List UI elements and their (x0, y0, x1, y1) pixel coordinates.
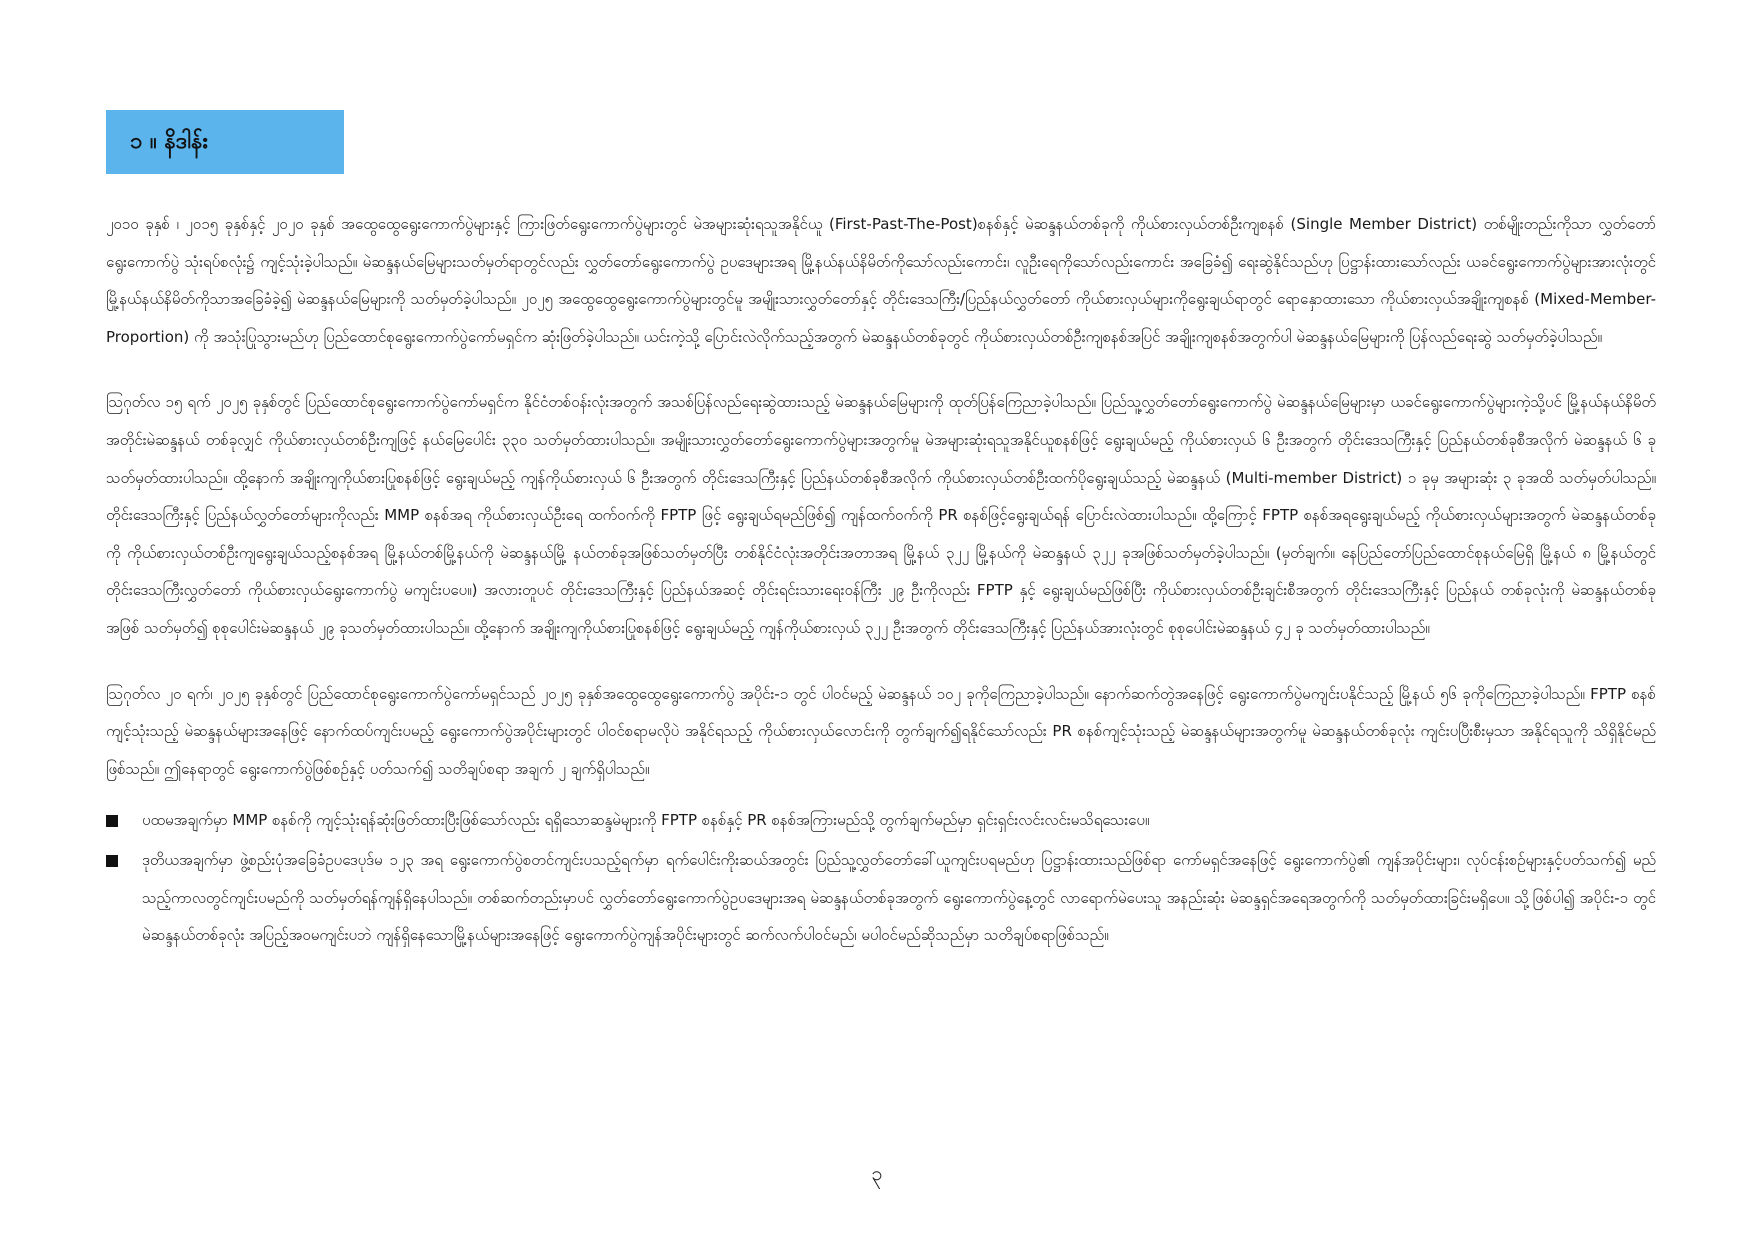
page-number: ၃ (871, 1161, 883, 1185)
section-heading (106, 110, 344, 174)
paragraph-3: ဩဂုတ်လ ၂၀ ရက်၊ ၂၀၂၅ ခုနှစ်တွင် ပြည်ထောင်စုရွေးကောက်ပွဲကော်မရှင်သည် ၂၀၂၅ ခုနှစ်အထွေထွေရွေးကောက်ပွဲ အပိုင်း-၁ တွင် ပါဝင်မည့် မဲဆန္ဒနယ် ၁၀၂ ခုကိုကြေညာခဲ့ပါသည်။ နောက်ဆက်တွဲအနေဖြင့် ရွေးကောက်ပွဲမကျင်းပနိုင်သည့် မြို့နယ် ၅၆ ခုကိုကြေညာခဲ့ပါသည်။ FPTP စနစ်ကျင့်သုံးသည့် မဲဆန္ဒနယ်များအနေဖြင့် နောက်ထပ်ကျင်းပမည့် ရွေးကောက်ပွဲအပိုင်းများတွင် ပါဝင်စရာမလိုပဲ အနိုင်ရသည့် ကိုယ်စားလှယ်လောင်းကို တွက်ချက်၍ရနိုင်သော်လည်း PR စနစ်ကျင့်သုံးသည့် မဲဆန္ဒနယ်များအတွက်မူ မဲဆန္ဒနယ်တစ်ခုလုံး ကျင်းပပြီးစီးမှသာ အနိုင်ရသူကို သိရှိနိုင်မည်ဖြစ်သည်။ ဤနေရာတွင် ရွေးကောက်ပွဲဖြစ်စဉ်နှင့် ပတ်သက်၍ သတိချပ်စရာ အချက် ၂ ချက်ရှိပါသည်။ (106, 684, 1656, 778)
square-bullet-icon (106, 855, 118, 867)
bullet-item (106, 842, 1656, 955)
section-heading-title: ၁ ။ နိဒါန်း (130, 129, 208, 154)
paragraph-1: ၂၀၁၀ ခုနှစ် ၊ ၂၀၁၅ ခုနှစ်နှင့် ၂၀၂၀ ခုနှစ် အထွေထွေရွေးကောက်ပွဲများနှင့် ကြားဖြတ်ရွေးကောက်ပွဲများတွင် မဲအများဆုံးရသူအနိုင်ယူ (First-Past-The-Post)စနစ်နှင့် မဲဆန္ဒနယ်တစ်ခုကို ကိုယ်စားလှယ်တစ်ဦးကျစနစ် (Single Member District) တစ်မျိုးတည်းကိုသာ လွှတ်တော်ရွေးကောက်ပွဲ သုံးရပ်စလုံး၌ ကျင့်သုံးခဲ့ပါသည်။ မဲဆန္ဒနယ်မြေများသတ်မှတ်ရာတွင်လည်း လွှတ်တော်ရွေးကောက်ပွဲ ဥပဒေများအရ မြို့နယ်နယ်နိမိတ်ကိုသော်လည်းကောင်း၊ လူဦးရေကိုသော်လည်းကောင်း အခြေခံ၍ ရေးဆွဲနိုင်သည်ဟု ပြဋ္ဌာန်းထားသော်လည်း ယခင်ရွေးကောက်ပွဲများအားလုံးတွင် မြို့နယ်နယ်နိမိတ်ကိုသာအခြေခံခဲ့၍ မဲဆန္ဒနယ်မြေများကို သတ်မှတ်ခဲ့ပါသည်။ ၂၀၂၅ အထွေထွေရွေးကောက်ပွဲများတွင်မူ အမျိုးသားလွှတ်တော်နှင့် တိုင်းဒေသကြီး/ပြည်နယ်လွှတ်တော် ကိုယ်စားလှယ်များကိုရွေးချယ်ရာတွင် ရောနှောထားသော ကိုယ်စားလှယ်အချိုးကျစနစ် (Mixed-Member-Proportion) ကို အသုံးပြုသွားမည်ဟု ပြည်ထောင်စုရွေးကောက်ပွဲကော်မရှင်က ဆုံးဖြတ်ခဲ့ပါသည်။ ယင်းကဲ့သို့ ပြောင်းလဲလိုက်သည့်အတွက် မဲဆန္ဒနယ်တစ်ခုတွင် ကိုယ်စားလှယ်တစ်ဦးကျစနစ်အပြင် အချိုးကျစနစ်အတွက်ပါ မဲဆန္ဒနယ်မြေများကို ပြန်လည်ရေးဆွဲ သတ်မှတ်ခဲ့ပါသည်။ (106, 215, 1656, 346)
document-page (106, 110, 1656, 957)
bullet-text: ဒုတိယအချက်မှာ ဖွဲ့စည်းပုံအခြေခံဥပဒေပုဒ်မ ၁၂၃ အရ ရွေးကောက်ပွဲစတင်ကျင်းပသည့်ရက်မှာ ရက်ပေါင်းကိုးဆယ်အတွင်း ပြည်သူ့လွှတ်တော်ခေါ်ယူကျင်းပရမည်ဟု ပြဋ္ဌာန်းထားသည်ဖြစ်ရာ ကော်မရှင်အနေဖြင့် ရွေးကောက်ပွဲ၏ ကျန်အပိုင်းများ၊ လုပ်ငန်းစဉ်များနှင့်ပတ်သက်၍ မည်သည့်ကာလတွင်ကျင်းပမည်ကို သတ်မှတ်ရန်ကျန်ရှိနေပါသည်။ တစ်ဆက်တည်းမှာပင် လွှတ်တော်ရွေးကောက်ပွဲဥပဒေများအရ မဲဆန္ဒနယ်တစ်ခုအတွက် ရွေးကောက်ပွဲနေ့တွင် လာရောက်မဲပေးသူ အနည်းဆုံး မဲဆန္ဒရှင်အရေအတွက်ကို သတ်မှတ်ထားခြင်းမရှိပေ။ သို့ဖြစ်ပါ၍ အပိုင်း-၁ တွင် မဲဆန္ဒနယ်တစ်ခုလုံး အပြည့်အဝမကျင်းပဘဲ ကျန်ရှိနေသောမြို့နယ်များအနေဖြင့် ရွေးကောက်ပွဲကျန်အပိုင်းများတွင် ဆက်လက်ပါဝင်မည်၊ မပါဝင်မည်ဆိုသည်မှာ သတိချပ်စရာဖြစ်သည်။ (142, 850, 1656, 945)
bullet-list (106, 802, 1656, 954)
bullet-text: ပထမအချက်မှာ MMP စနစ်ကို ကျင့်သုံးရန်ဆုံးဖြတ်ထားပြီးဖြစ်သော်လည်း ရရှိသောဆန္ဒမဲများကို FPTP စနစ်နှင့် PR စနစ်အကြားမည်သို့ တွက်ချက်မည်မှာ ရှင်းရှင်းလင်းလင်းမသိရသေးပေ။ (142, 811, 1150, 830)
square-bullet-icon (106, 815, 118, 827)
bullet-item (106, 802, 1656, 840)
paragraph-2: ဩဂုတ်လ ၁၅ ရက် ၂၀၂၅ ခုနှစ်တွင် ပြည်ထောင်စုရွေးကောက်ပွဲကော်မရှင်က နိုင်ငံတစ်ဝန်းလုံးအတွက် အသစ်ပြန်လည်ရေးဆွဲထားသည့် မဲဆန္ဒနယ်မြေများကို ထုတ်ပြန်ကြေညာခဲ့ပါသည်။ ပြည်သူ့လွှတ်တော်ရွေးကောက်ပွဲ မဲဆန္ဒနယ်မြေများမှာ ယခင်ရွေးကောက်ပွဲများကဲ့သို့ပင် မြို့နယ်နယ်နိမိတ်အတိုင်းမဲဆန္ဒနယ် တစ်ခုလျှင် ကိုယ်စားလှယ်တစ်ဦးကျဖြင့် နယ်မြေပေါင်း ၃၃၀ သတ်မှတ်ထားပါသည်။ အမျိုးသားလွှတ်တော်ရွေးကောက်ပွဲများအတွက်မူ မဲအများဆုံးရသူအနိုင်ယူစနစ်ဖြင့် ရွေးချယ်မည့် ကိုယ်စားလှယ် ၆ ဦးအတွက် တိုင်းဒေသကြီးနှင့် ပြည်နယ်တစ်ခုစီအလိုက် မဲဆန္ဒနယ် ၆ ခု သတ်မှတ်ထားပါသည်။ ထို့နောက် အချိုးကျကိုယ်စားပြုစနစ်ဖြင့် ရွေးချယ်မည့် ကျန်ကိုယ်စားလှယ် ၆ ဦးအတွက် တိုင်းဒေသကြီးနှင့် ပြည်နယ်တစ်ခုစီအလိုက် ကိုယ်စားလှယ်တစ်ဦးထက်ပိုရွေးချယ်သည့် မဲဆန္ဒနယ် (Multi-member District) ၁ ခုမှ အများဆုံး ၃ ခုအထိ သတ်မှတ်ပါသည်။ တိုင်းဒေသကြီးနှင့် ပြည်နယ်လွှတ်တော်များကိုလည်း MMP စနစ်အရ ကိုယ်စားလှယ်ဦးရေ ထက်ဝက်ကို FPTP ဖြင့် ရွေးချယ်ရမည်ဖြစ်၍ ကျန်ထက်ဝက်ကို PR စနစ်ဖြင့်ရွေးချယ်ရန် ပြောင်းလဲထားပါသည်။ ထို့ကြောင့် FPTP စနစ်အရရွေးချယ်မည့် ကိုယ်စားလှယ်များအတွက် မဲဆန္ဒနယ်တစ်ခုကို ကိုယ်စားလှယ်တစ်ဦးကျရွေးချယ်သည့်စနစ်အရ မြို့နယ်တစ်မြို့နယ်ကို မဲဆန္ဒနယ်မြို့ နယ်တစ်ခုအဖြစ်သတ်မှတ်ပြီး တစ်နိုင်ငံလုံးအတိုင်းအတာအရ မြို့နယ် ၃၂၂ မြို့နယ်ကို မဲဆန္ဒနယ် ၃၂၂ ခုအဖြစ်သတ်မှတ်ခဲ့ပါသည်။ (မှတ်ချက်။ နေပြည်တော်ပြည်ထောင်စုနယ်မြေရှိ မြို့နယ် ၈ မြို့နယ်တွင် တိုင်းဒေသကြီးလွှတ်တော် ကိုယ်စားလှယ်ရွေးကောက်ပွဲ မကျင်းပပေ။) အလားတူပင် တိုင်းဒေသကြီးနှင့် ပြည်နယ်အဆင့် တိုင်းရင်းသားရေးဝန်ကြီး ၂၉ ဦးကိုလည်း FPTP နှင့် ရွေးချယ်မည်ဖြစ်ပြီး ကိုယ်စားလှယ်တစ်ဦးချင်းစီအတွက် တိုင်းဒေသကြီးနှင့် ပြည်နယ် တစ်ခုလုံးကို မဲဆန္ဒနယ်တစ်ခုအဖြစ် သတ်မှတ်၍ စုစုပေါင်းမဲဆန္ဒနယ် ၂၉ ခုသတ်မှတ်ထားပါသည်။ ထို့နောက် အချိုးကျကိုယ်စားပြုစနစ်ဖြင့် ရွေးချယ်မည့် ကျန်ကိုယ်စားလှယ် ၃၂၂ ဦးအတွက် တိုင်းဒေသကြီးနှင့် ပြည်နယ်အားလုံးတွင် စုစုပေါင်းမဲဆန္ဒနယ် ၄၂ ခု သတ်မှတ်ထားပါသည်။ (106, 393, 1656, 637)
